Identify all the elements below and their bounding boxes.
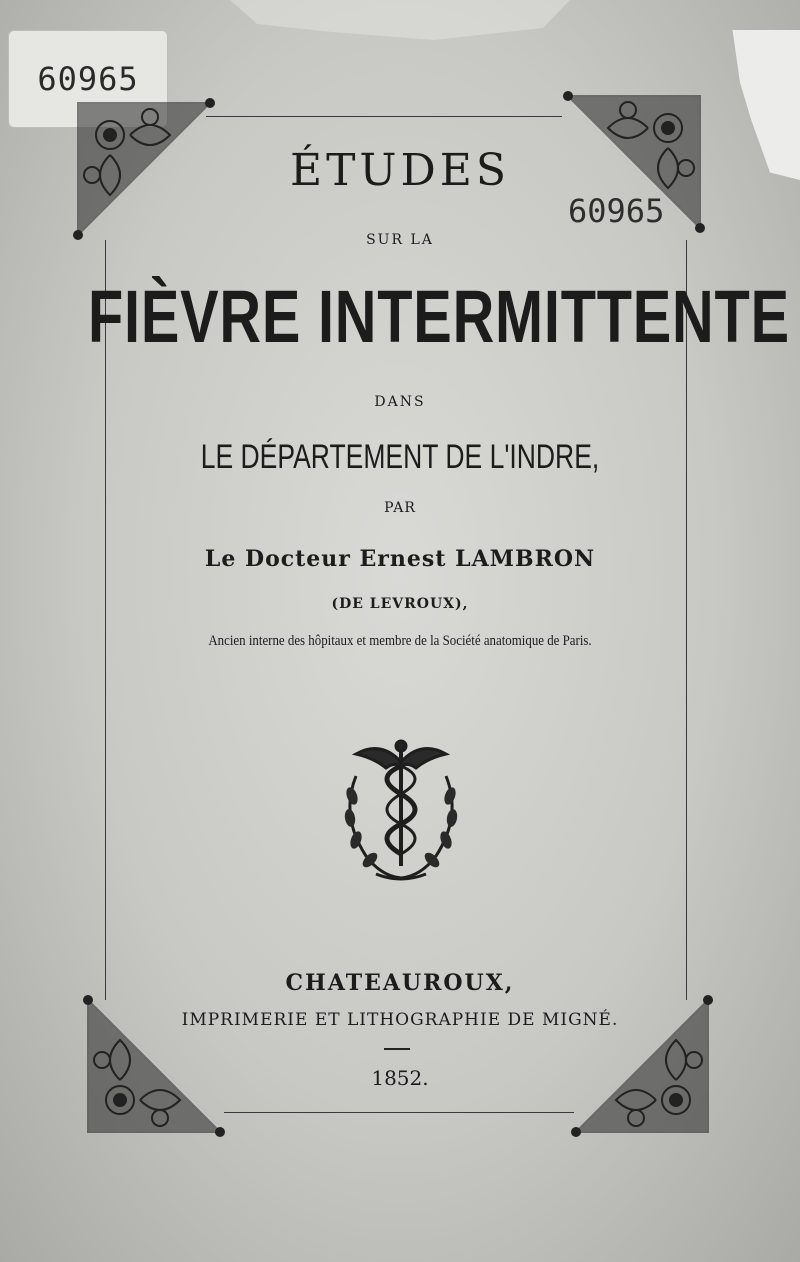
title-region: LE DÉPARTEMENT DE L'INDRE, [200,438,600,476]
imprint-city: CHATEAUROUX, [285,970,515,996]
title-sur-la: SUR LA [366,232,434,248]
worn-paper-patch [230,0,570,40]
frame-top-line [206,116,562,117]
imprint-year: 1852. [371,1066,429,1090]
imprint-printer: IMPRIMERIE ET LITHOGRAPHIE DE MIGNÉ. [181,1010,619,1030]
caduceus-emblem-icon [336,736,466,886]
library-label-number: 60965 [37,60,139,98]
main-title: FIÈVRE INTERMITTENTE [88,275,790,358]
author-credentials: Ancien interne des hôpitaux et membre de la Société anatomique de Paris. [208,633,592,649]
author-origin: (DE LEVROUX), [331,596,469,612]
stamp-number: 60965 [568,192,665,230]
imprint-divider [384,1048,410,1050]
par-label: PAR [384,500,416,516]
frame-bottom-line [224,1112,574,1113]
title-dans: DANS [374,394,426,410]
title-etudes: ÉTUDES [289,145,511,196]
author-name: Le Docteur Ernest LAMBRON [204,546,596,572]
